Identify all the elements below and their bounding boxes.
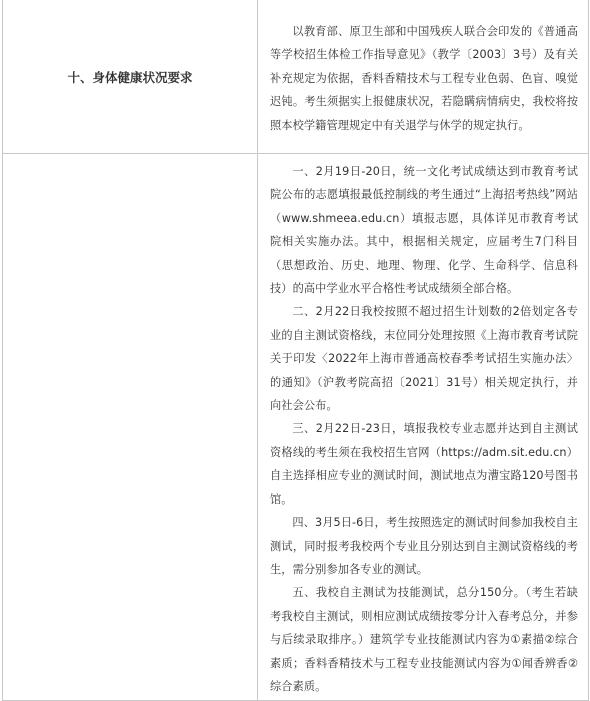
schedule-paragraph-1: 一、2月19日-20日，统一文化考试成绩达到市教育考试院公布的志愿填报最低控制线的考生通过“上海招考热线”网站（www.shmeea.edu.cn）填报志愿，具体详见市教育考试院相关实施办法。其中，根据相关规定，应届考生7门科目（思想政治、历史、地理、物理、化学、生命科学、信息科技）的高中学业水平合格性考试成绩须全部合格。: [270, 165, 578, 296]
row-label-admission-schedule: [3, 154, 258, 701]
schedule-paragraph-5: 五、我校自主测试为技能测试，总分150分。（考生若缺考我校自主测试，则相应测试成绩按零分计入春考总分，并参与后续录取排序。）建筑学专业技能测试内容为①素描②综合素质；香料香精技术与工程专业技能测试内容为①闻香辨香②综合素质。: [270, 586, 578, 693]
schedule-paragraph-2: 二、2月22日我校按照不超过招生计划数的2倍划定各专业的自主测试资格线，末位同分处理按照《上海市教育考试院关于印发〈2022年上海市普通高校春季考试招生实施办法〉的通知》（沪教考院高招〔2021〕31号）相关规定执行，并向社会公布。: [270, 305, 578, 413]
admission-info-table: [2, 0, 589, 701]
table-row-health-requirements: [3, 0, 589, 154]
health-requirements-paragraph: 以教育部、原卫生部和中国残疾人联合会印发的《普通高等学校招生体检工作指导意见》（教学〔2003〕3号）及有关补充规定为依据，香料香精技术与工程专业色弱、色盲、嗅觉迟钝。考生须据实上报健康状况，若隐瞒病情病史，我校将按照本校学籍管理规定中有关退学与休学的规定执行。: [270, 24, 578, 132]
row-label-health-requirements: 十、身体健康状况要求: [3, 0, 258, 154]
schedule-paragraph-4: 四、3月5日-6日，考生按照选定的测试时间参加我校自主测试，同时报考我校两个专业且分别达到自主测试资格线的考生，需分别参加各专业的测试。: [270, 516, 578, 576]
row-content-admission-schedule: [258, 154, 589, 701]
table-row-admission-schedule: [3, 154, 589, 701]
row-content-health-requirements: [258, 0, 589, 154]
schedule-paragraph-3: 三、2月22日-23日，填报我校专业志愿并达到自主测试资格线的考生须在我校招生官网（https://adm.sit.edu.cn）自主选择相应专业的测试时间，测试地点为漕宝路120号图书馆。: [270, 422, 578, 506]
